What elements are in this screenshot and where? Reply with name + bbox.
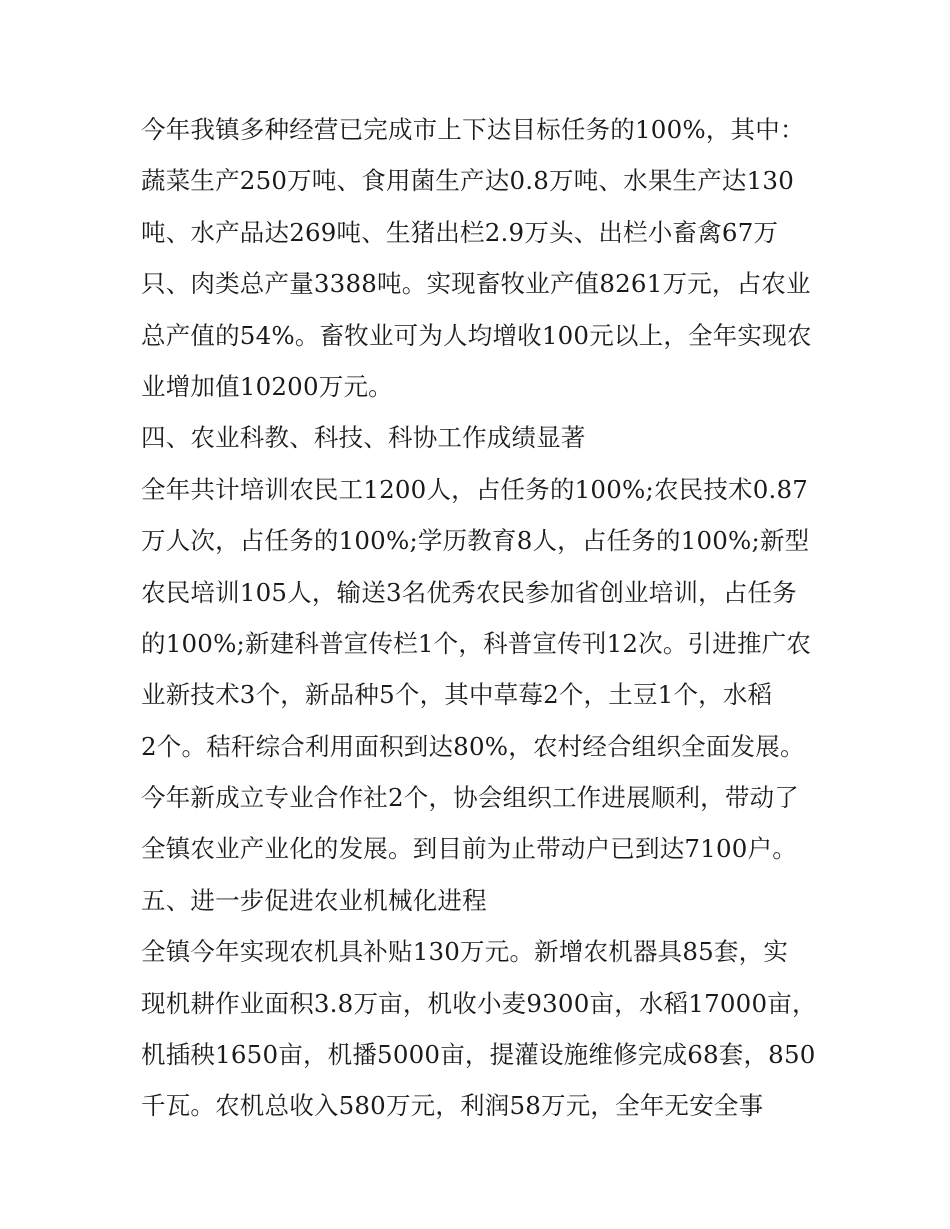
text-line: 今年我镇多种经营已完成市上下达目标任务的100%，其中： (141, 115, 805, 144)
text-line: 业新技术3个，新品种5个，其中草莓2个，土豆1个，水稻 (141, 680, 773, 710)
text-line: 业增加值10200万元。 (141, 371, 393, 401)
document-body (141, 104, 821, 1132)
text-line: 千瓦。农机总收入580万元，利润58万元，全年无安全事 (141, 1091, 764, 1121)
text-line: 全镇农业产业化的发展。到目前为止带动户已到达7100户。 (141, 834, 797, 864)
text-line: 蔬菜生产250万吨、食用菌生产达0.8万吨、水果生产达130 (141, 166, 794, 196)
text-line: 全镇今年实现农机具补贴130万元。新增农机器具85套，实 (141, 937, 789, 967)
text-line: 只、肉类总产量3388吨。实现畜牧业产值8261万元，占农业 (141, 269, 811, 299)
text-line: 全年共计培训农民工1200人，占任务的100%;农民技术0.87 (141, 474, 809, 504)
text-line: 2个。秸秆综合利用面积到达80%，农村经合组织全面发展。 (141, 731, 805, 761)
text-line: 农民培训105人，输送3名优秀农民参加省创业培训，占任务 (141, 577, 797, 607)
text-line: 机插秧1650亩，机播5000亩，提灌设施维修完成68套，850 (141, 1040, 816, 1070)
text-line: 今年新成立专业合作社2个，协会组织工作进展顺利，带动了 (141, 783, 799, 813)
text-line: 万人次，占任务的100%;学历教育8人，占任务的100%;新型 (141, 526, 810, 556)
text-line: 现机耕作业面积3.8万亩，机收小麦9300亩，水稻17000亩， (141, 988, 817, 1018)
section-heading: 五、进一步促进农业机械化进程 (141, 885, 487, 915)
text-line: 总产值的54%。畜牧业可为人均增收100元以上，全年实现农 (141, 320, 812, 350)
text-line: 的100%;新建科普宣传栏1个，科普宣传刊12次。引进推广农 (141, 628, 812, 658)
section-heading: 四、农业科教、科技、科协工作成绩显著 (141, 423, 586, 453)
text-line: 吨、水产品达269吨、生猪出栏2.9万头、出栏小畜禽67万 (141, 217, 779, 247)
